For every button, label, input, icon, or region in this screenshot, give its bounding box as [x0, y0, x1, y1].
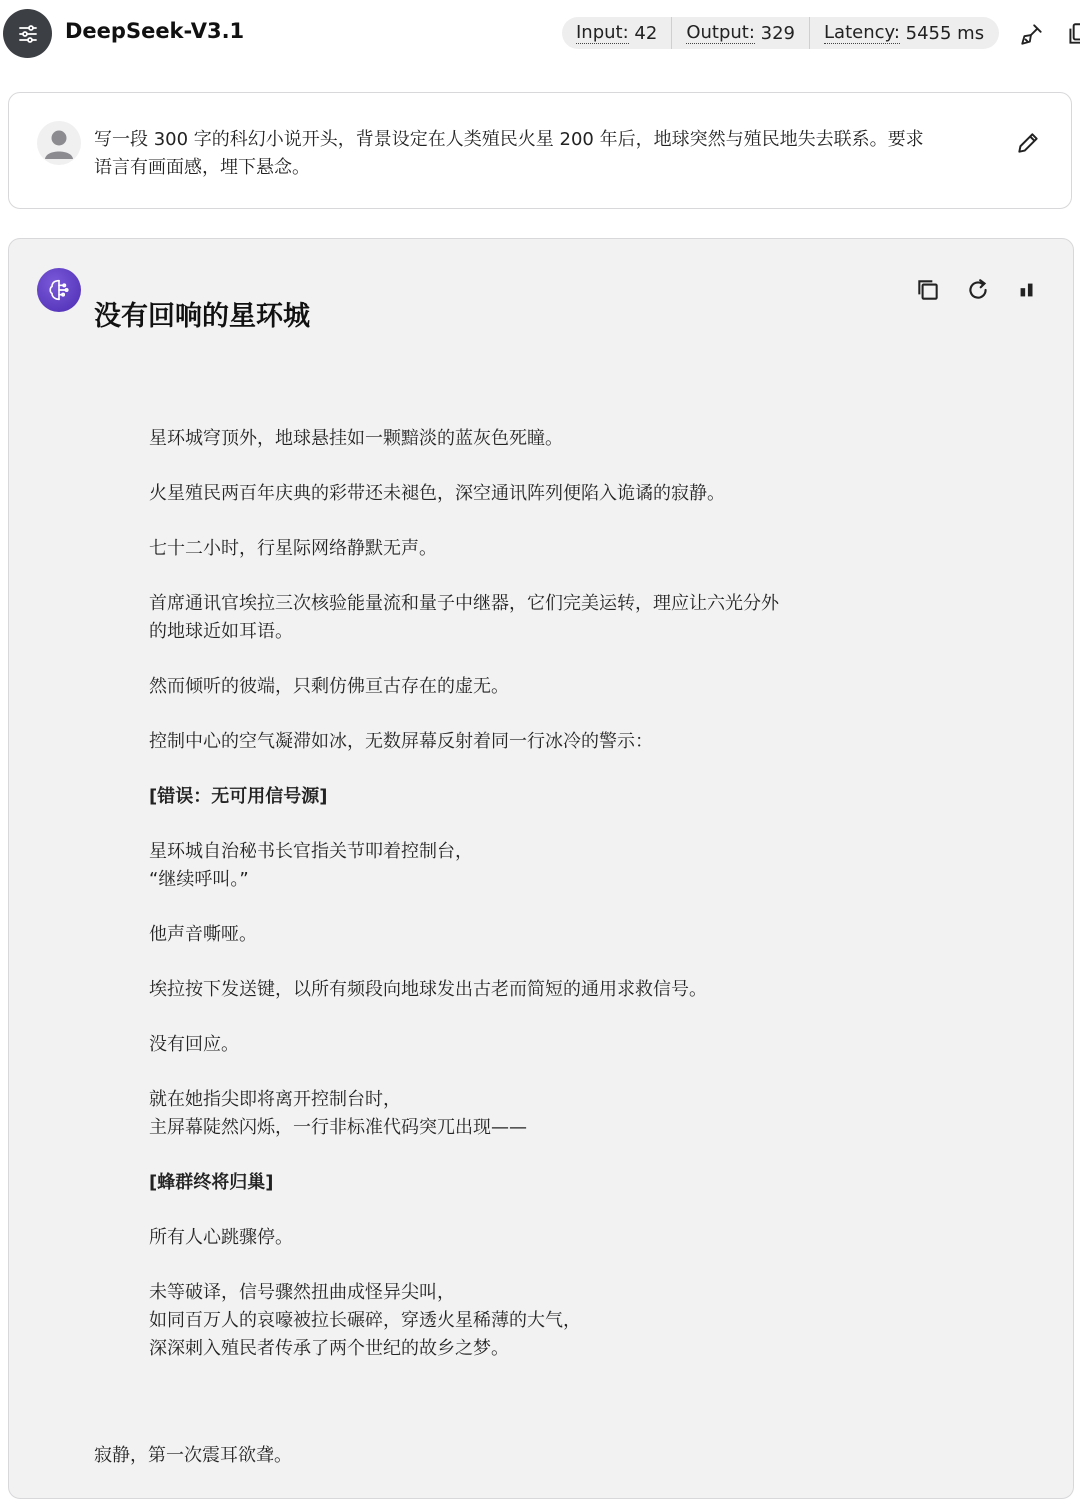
paragraph-line: “继续呼叫。”: [149, 869, 249, 890]
stats-button[interactable]: [1013, 276, 1041, 304]
paragraph-line: 如同百万人的哀嚎被拉长碾碎，穿透火星稀薄的大气，: [149, 1310, 581, 1331]
response-paragraph: [149, 590, 909, 646]
paragraph-line: [错误：无可用信号源]: [149, 786, 328, 807]
regenerate-button[interactable]: [964, 276, 992, 304]
chat-header: [0, 0, 1080, 68]
copy-icon: [915, 277, 941, 303]
paragraph-line: 控制中心的空气凝滞如冰，无数屏幕反射着同一行冰冷的警示：: [149, 731, 653, 752]
paragraph-line: 他声音嘶哑。: [149, 924, 257, 945]
response-paragraph: [149, 1279, 909, 1363]
user-message-text: [94, 126, 994, 182]
paragraph-line: [蜂群终将归巢]: [149, 1172, 274, 1193]
response-paragraph: [149, 1031, 909, 1059]
response-paragraph: [149, 535, 909, 563]
response-paragraph: [149, 480, 909, 508]
copy-window-icon: [1065, 21, 1080, 47]
output-value: 329: [760, 22, 796, 44]
model-name: DeepSeek-V3.1: [65, 19, 245, 43]
response-paragraph: [149, 1224, 909, 1252]
latency-stat: [809, 17, 998, 49]
settings-icon: [16, 22, 40, 46]
clear-chat-icon: [1019, 21, 1045, 47]
clear-chat-button[interactable]: [1018, 20, 1046, 48]
paragraph-line: 未等破译，信号骤然扭曲成怪异尖叫，: [149, 1282, 455, 1303]
response-body: [149, 425, 909, 1390]
latency-value: 5455 ms: [905, 22, 985, 44]
paragraph-line: 没有回应。: [149, 1034, 239, 1055]
paragraph-line: 埃拉按下发送键，以所有频段向地球发出古老而简短的通用求救信号。: [149, 979, 707, 1000]
response-paragraph: [149, 673, 909, 701]
paragraph-line: 深深刺入殖民者传承了两个世纪的故乡之梦。: [149, 1338, 509, 1359]
output-label: Output:: [686, 22, 755, 43]
paragraph-line: 七十二小时，行星际网络静默无声。: [149, 538, 437, 559]
user-message-card: [8, 92, 1072, 209]
response-paragraph: [149, 1169, 909, 1197]
pencil-icon: [1015, 130, 1041, 156]
copy-window-button[interactable]: [1064, 20, 1080, 48]
assistant-message-card: [8, 238, 1074, 1499]
input-label: Input:: [576, 22, 629, 43]
regenerate-icon: [965, 277, 991, 303]
assistant-avatar: [37, 268, 81, 312]
latency-label: Latency:: [824, 22, 900, 43]
input-value: 42: [634, 22, 658, 44]
paragraph-line: 然而倾听的彼端，只剩仿佛亘古存在的虚无。: [149, 676, 509, 697]
paragraph-line: 所有人心跳骤停。: [149, 1227, 293, 1248]
input-tokens-stat: [562, 17, 671, 49]
user-message-line: 写一段 300 字的科幻小说开头，背景设定在人类殖民火星 200 年后，地球突然与殖民地失去联系。要求: [94, 129, 924, 150]
response-title: 没有回响的星环城: [94, 301, 310, 332]
paragraph-line: 星环城自治秘书长官指关节叩着控制台，: [149, 841, 473, 862]
response-paragraph: [149, 1086, 909, 1142]
brain-circuit-icon: [45, 276, 73, 304]
paragraph-line: 就在她指尖即将离开控制台时，: [149, 1089, 401, 1110]
paragraph-line: 火星殖民两百年庆典的彩带还未褪色，深空通讯阵列便陷入诡谲的寂静。: [149, 483, 725, 504]
output-tokens-stat: [671, 17, 809, 49]
response-paragraph: [149, 976, 909, 1004]
paragraph-line: 主屏幕陡然闪烁，一行非标准代码突兀出现——: [149, 1117, 527, 1138]
response-paragraph: [149, 728, 909, 756]
settings-button[interactable]: [3, 9, 52, 58]
paragraph-line: 首席通讯官埃拉三次核验能量流和量子中继器，它们完美运转，理应让六光分外: [149, 593, 779, 614]
response-paragraph: [149, 838, 909, 894]
response-paragraph: [149, 783, 909, 811]
response-final-line: 寂静，第一次震耳欲聋。: [94, 1445, 292, 1466]
user-avatar: [37, 121, 81, 165]
token-stats-bar: [562, 17, 999, 49]
user-message-line: 语言有画面感，埋下悬念。: [94, 157, 310, 178]
bar-chart-icon: [1016, 279, 1038, 301]
response-paragraph: [149, 425, 909, 453]
response-paragraph: [149, 921, 909, 949]
edit-message-button[interactable]: [1015, 130, 1041, 156]
paragraph-line: 的地球近如耳语。: [149, 621, 293, 642]
copy-response-button[interactable]: [914, 276, 942, 304]
paragraph-line: 星环城穹顶外，地球悬挂如一颗黯淡的蓝灰色死瞳。: [149, 428, 563, 449]
